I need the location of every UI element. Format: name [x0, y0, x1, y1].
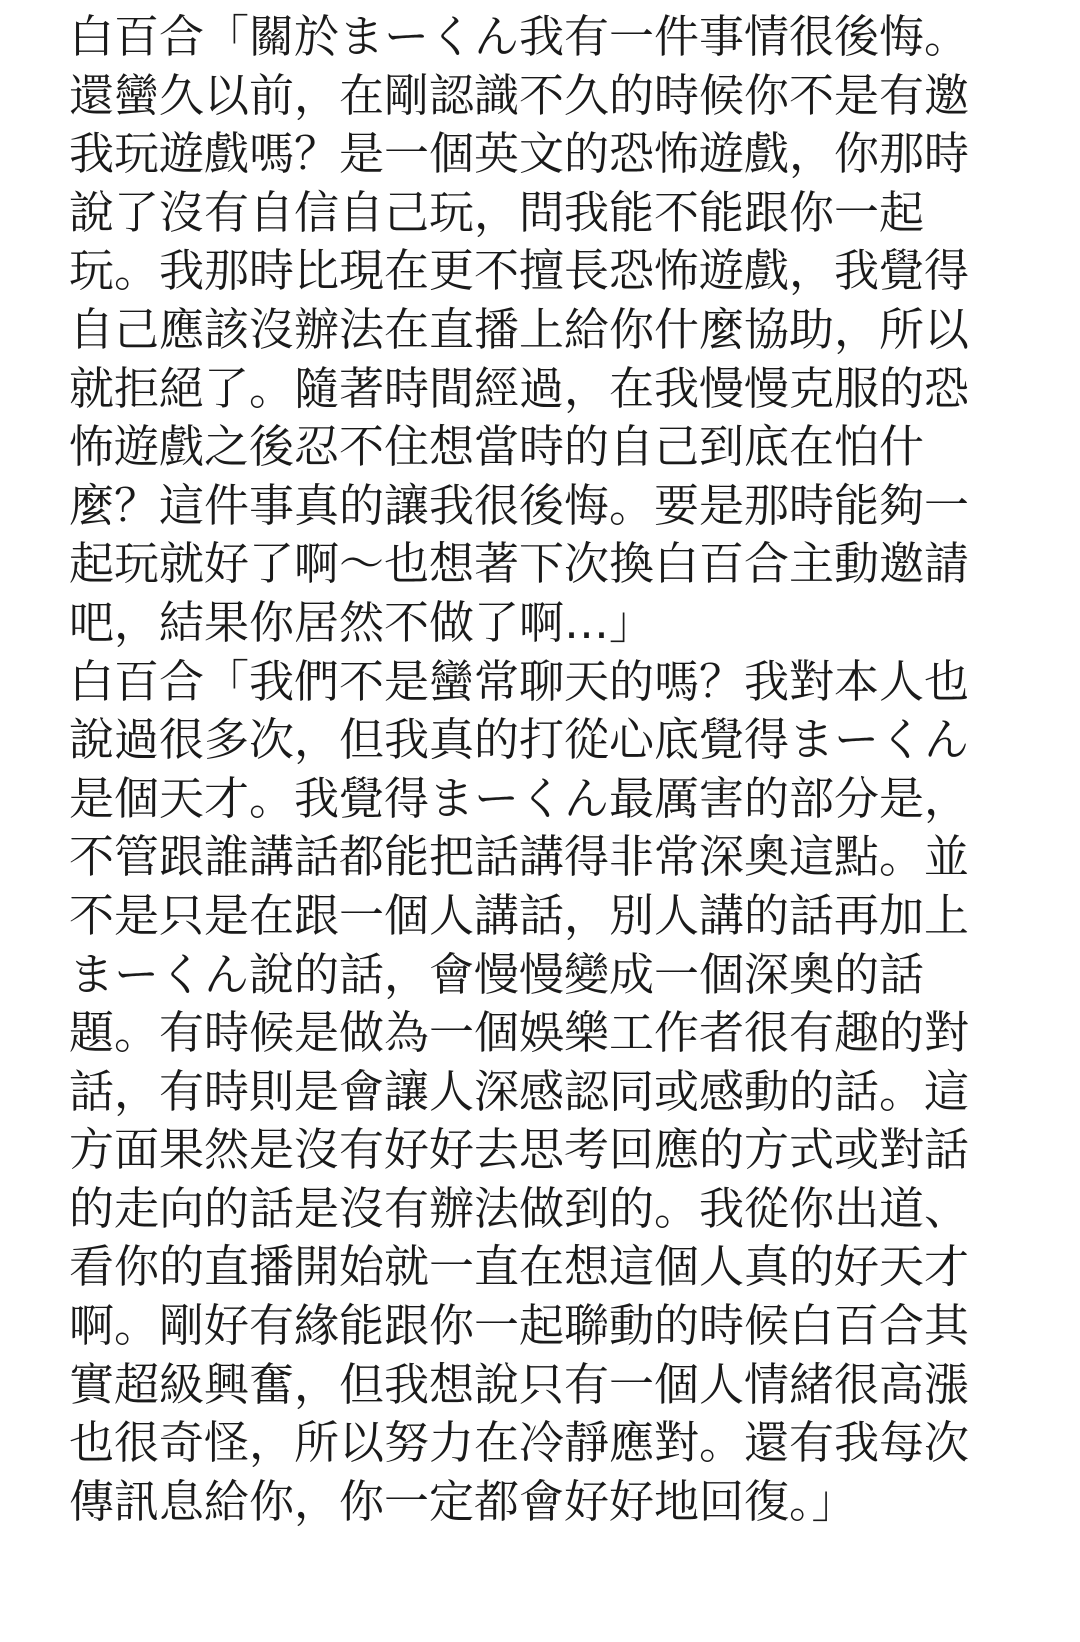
- text-line: 實超級興奮，但我想說只有一個人情緒很高漲: [69, 1357, 970, 1411]
- text-line: 就拒絕了。隨著時間經過，在我慢慢克服的恐: [69, 361, 970, 415]
- text-line: 話，有時則是會讓人深感認同或感動的話。這: [69, 1064, 970, 1118]
- text-line: 是個天才。我覺得まーくん最厲害的部分是，: [69, 771, 970, 825]
- text-line: 起玩就好了啊～也想著下次換白百合主動邀請: [69, 537, 970, 591]
- text-line: 怖遊戲之後忍不住想當時的自己到底在怕什: [69, 420, 925, 474]
- paragraph-2: [69, 653, 1069, 1532]
- text-line: 傳訊息給你，你一定都會好好地回復。」: [69, 1474, 857, 1528]
- text-line: 也很奇怪，所以努力在冷靜應對。還有我每次: [69, 1416, 970, 1470]
- text-line: 不管跟誰講話都能把話講得非常深奧這點。並: [69, 830, 970, 884]
- text-line: 題。有時候是做為一個娛樂工作者很有趣的對: [69, 1006, 970, 1060]
- text-line: 啊。剛好有緣能跟你一起聯動的時候白百合其: [69, 1299, 970, 1353]
- text-line: 不是只是在跟一個人講話，別人講的話再加上: [69, 888, 970, 942]
- text-line: 還蠻久以前，在剛認識不久的時候你不是有邀: [69, 68, 970, 122]
- text-line: 自己應該沒辦法在直播上給你什麼協助，所以: [69, 302, 970, 356]
- text-line: 玩。我那時比現在更不擅長恐怖遊戲，我覺得: [69, 244, 970, 298]
- text-line: 方面果然是沒有好好去思考回應的方式或對話: [69, 1123, 970, 1177]
- text-line: 麼？這件事真的讓我很後悔。要是那時能夠一: [69, 478, 970, 532]
- text-line: 看你的直播開始就一直在想這個人真的好天才: [69, 1240, 970, 1294]
- text-line: 白百合「我們不是蠻常聊天的嗎？我對本人也: [69, 654, 970, 708]
- text-line: 的走向的話是沒有辦法做到的。我從你出道、: [69, 1181, 970, 1235]
- document-body: [69, 8, 1069, 1531]
- paragraph-1: [69, 8, 1069, 653]
- text-line: 我玩遊戲嗎？是一個英文的恐怖遊戲，你那時: [69, 127, 970, 181]
- text-line: 說過很多次，但我真的打從心底覺得まーくん: [69, 713, 970, 767]
- text-line: まーくん說的話，會慢慢變成一個深奧的話: [69, 947, 925, 1001]
- text-line: 白百合「關於まーくん我有一件事情很後悔。: [69, 10, 970, 63]
- text-line: 吧，結果你居然不做了啊…」: [69, 595, 655, 649]
- text-line: 說了沒有自信自己玩，問我能不能跟你一起: [69, 185, 925, 239]
